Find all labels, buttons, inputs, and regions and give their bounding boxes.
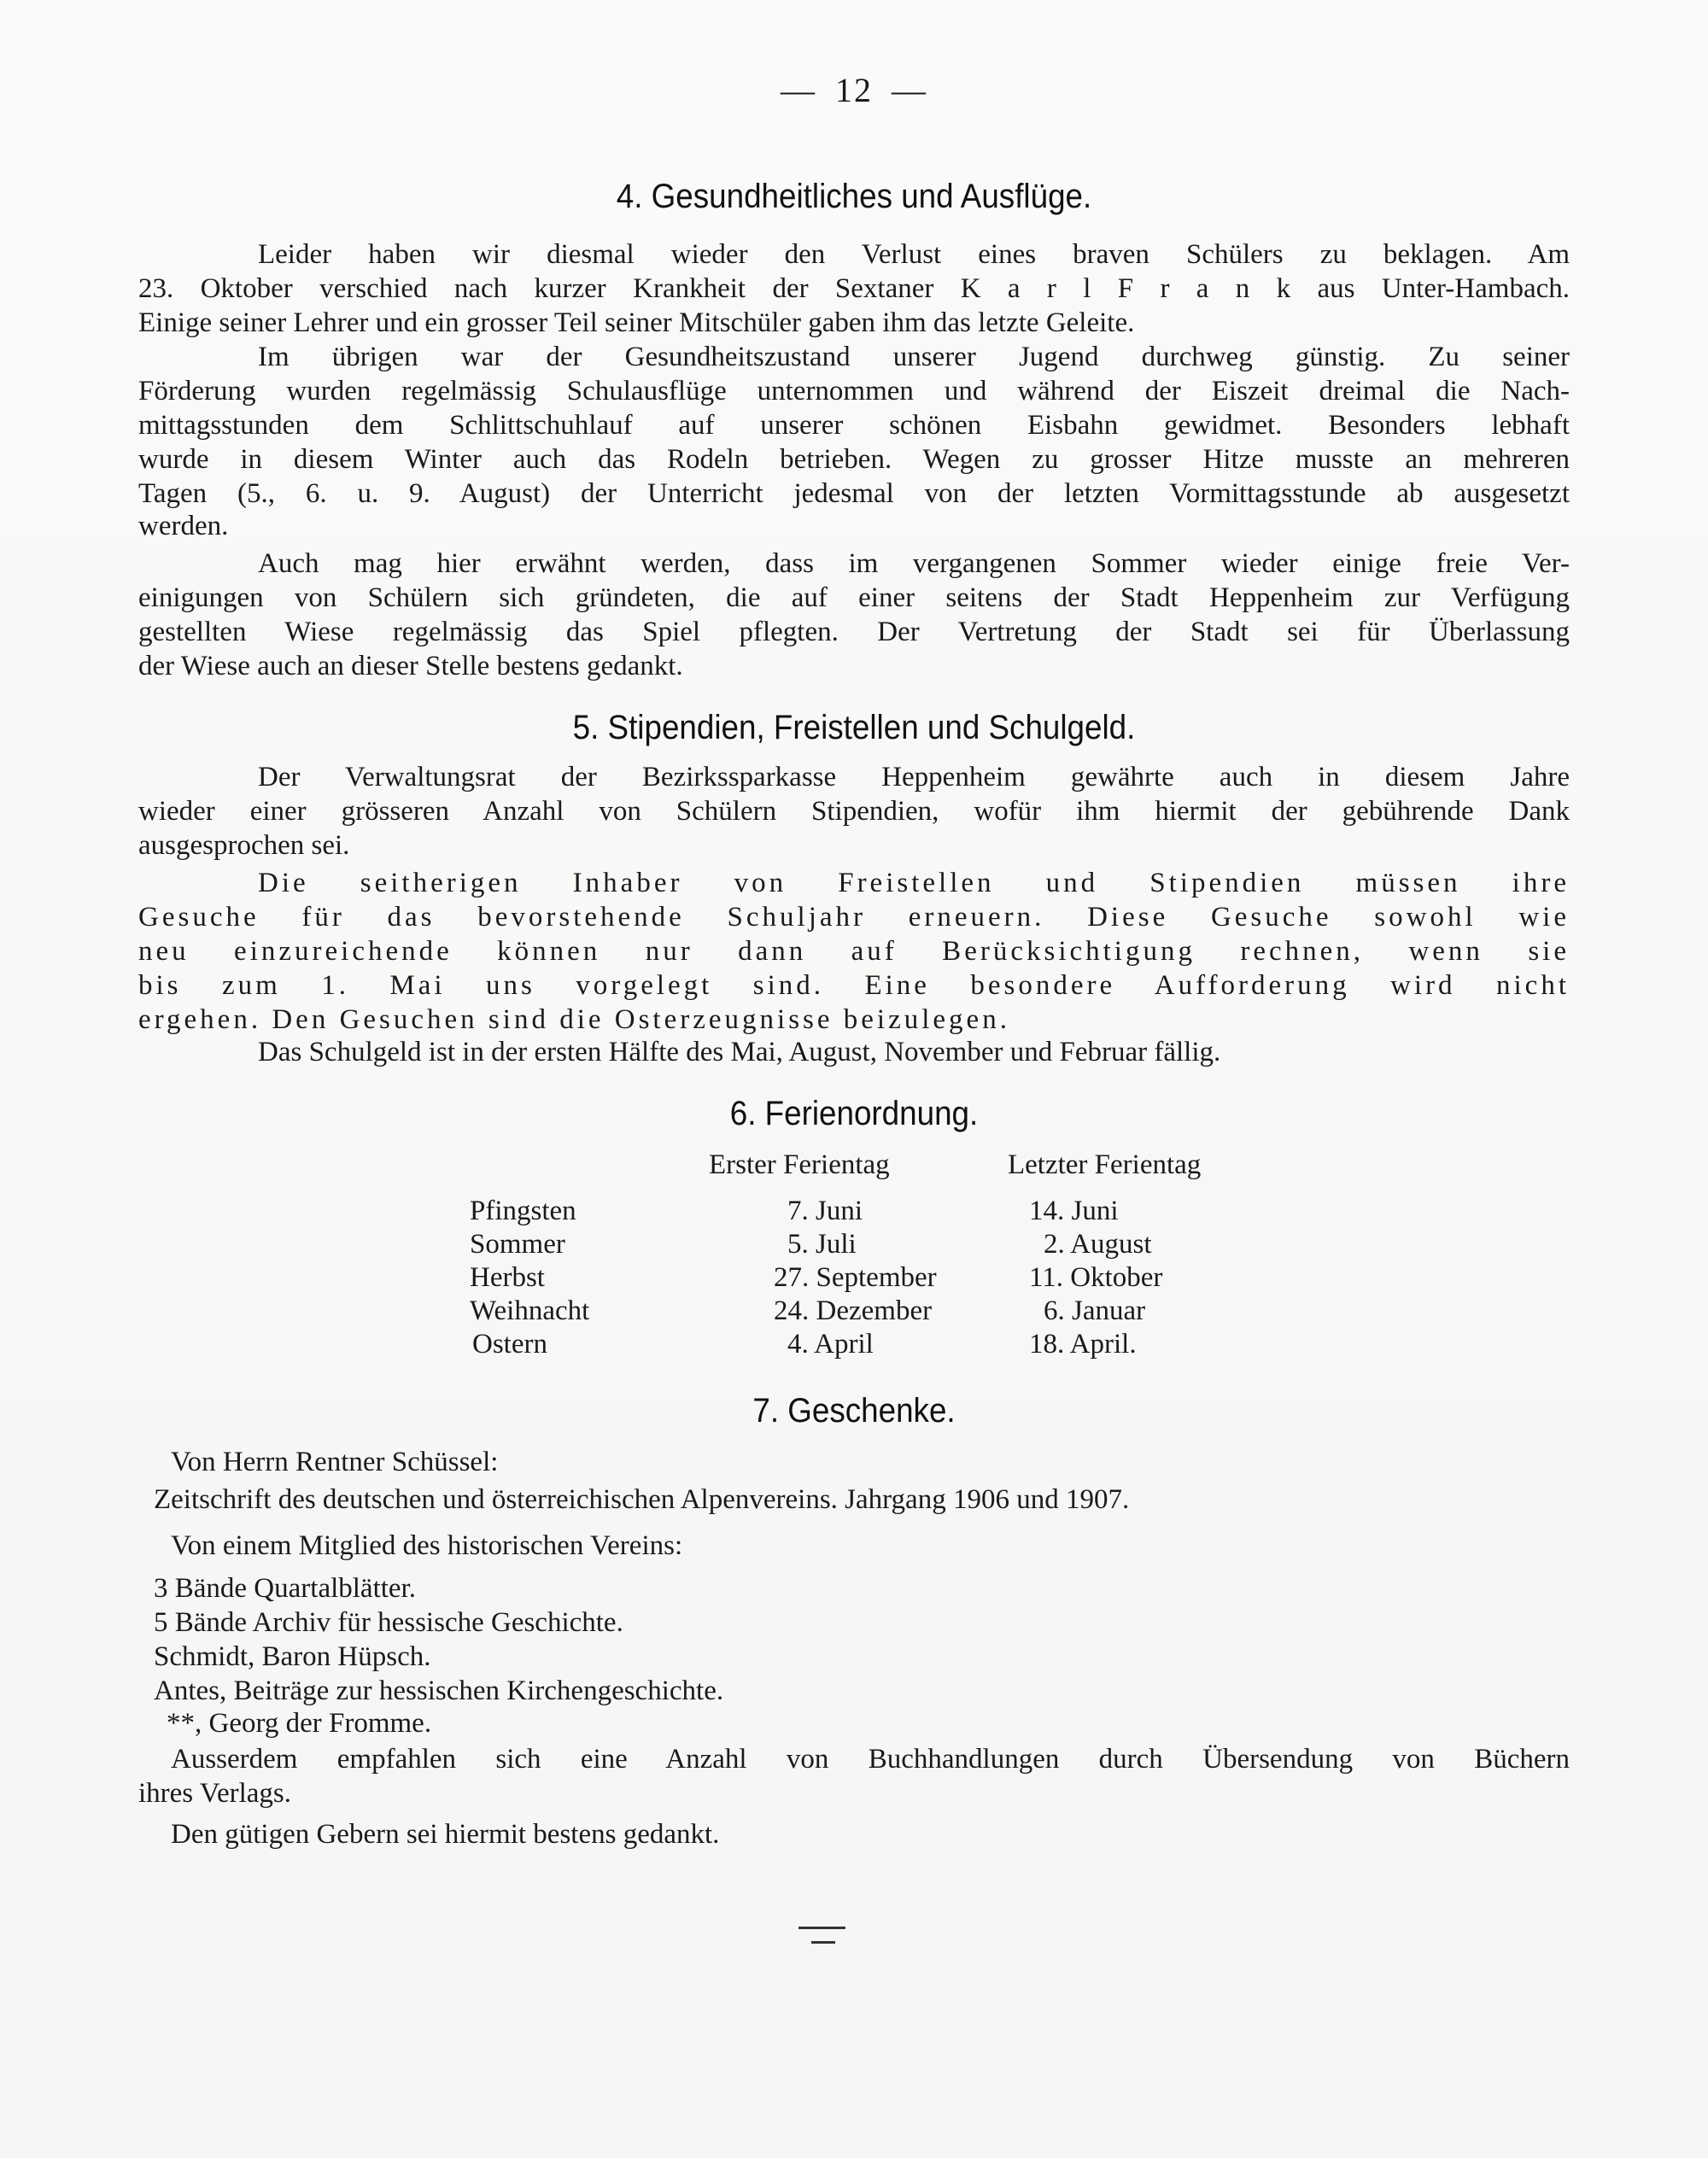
table-cell-end: 2. August (1044, 1229, 1152, 1260)
section-7-line: 5 Bände Archiv für hessische Geschichte. (154, 1607, 623, 1638)
section-5-line: ergehen. Den Gesuchen sind die Osterzeugnisse beizulegen. (138, 1004, 1010, 1035)
page-number-dash-right: — (892, 71, 927, 109)
table-cell-holiday: Sommer (470, 1229, 565, 1260)
table-cell-holiday: Herbst (470, 1262, 545, 1293)
table-cell-holiday: Ostern (472, 1329, 547, 1360)
section-7-line: Den gütigen Gebern sei hiermit bestens gedankt. (171, 1819, 720, 1850)
section-7-line: Von einem Mitglied des historischen Vereins: (171, 1530, 683, 1561)
section-7-line: Von Herrn Rentner Schüssel: (171, 1447, 499, 1477)
section-7-line: 3 Bände Quartalblätter. (154, 1573, 416, 1604)
section-5-line: wieder einer grösseren Anzahl von Schülern Stipendien, wofür ihm hiermit der gebührende Dank (138, 796, 1570, 827)
closing-rule-bottom (811, 1941, 835, 1944)
section-4-line: Förderung wurden regelmässig Schulausflüge unternommen und während der Eiszeit dreimal die Nach- (138, 376, 1570, 406)
section-7-line: ihres Verlags. (138, 1778, 292, 1809)
table-cell-start: 24. Dezember (774, 1295, 933, 1326)
table-cell-end: 11. Oktober (1029, 1262, 1163, 1293)
table-cell-end: 6. Januar (1044, 1295, 1146, 1326)
table-header-erster: Erster Ferientag (709, 1149, 890, 1180)
table-cell-start: 27. September (774, 1262, 937, 1293)
section-5-line: bis zum 1. Mai uns vorgelegt sind. Eine besondere Aufforderung wird nicht (138, 970, 1570, 1001)
section-4-line: Einige seiner Lehrer und ein grosser Teil seiner Mitschüler gaben ihm das letzte Geleite. (138, 307, 1135, 338)
table-cell-holiday: Weihnacht (470, 1295, 590, 1326)
section-7-heading: 7. Geschenke. (752, 1392, 956, 1430)
section-4-line: Leider haben wir diesmal wieder den Verlust eines braven Schülers zu beklagen. Am (258, 239, 1570, 270)
section-4-line: Tagen (5., 6. u. 9. August) der Unterricht jedesmal von der letzten Vormittagsstunde ab ausgesetzt (138, 478, 1570, 509)
closing-rule-top (798, 1927, 845, 1929)
section-4-line: einigungen von Schülern sich gründeten, die auf einer seitens der Stadt Heppenheim zur Verfügung (138, 582, 1570, 613)
page-number (0, 70, 1708, 110)
table-cell-holiday: Pfingsten (470, 1196, 576, 1226)
page-number-value: 12 (835, 71, 873, 109)
section-5-line: neu einzureichende können nur dann auf Berücksichtigung rechnen, wenn sie (138, 936, 1570, 967)
section-5-line: Das Schulgeld ist in der ersten Hälfte des Mai, August, November und Februar fällig. (258, 1037, 1221, 1067)
section-4-line: mittagsstunden dem Schlittschuhlauf auf unserer schönen Eisbahn gewidmet. Besonders lebhaft (138, 410, 1570, 441)
section-4-line: Im übrigen war der Gesundheitszustand unserer Jugend durchweg günstig. Zu seiner (258, 342, 1570, 372)
section-4-line: gestellten Wiese regelmässig das Spiel pflegten. Der Vertretung der Stadt sei für Überlassung (138, 617, 1570, 647)
section-4-line: wurde in diesem Winter auch das Rodeln betrieben. Wegen zu grosser Hitze musste an mehreren (138, 444, 1570, 475)
section-4-line: der Wiese auch an dieser Stelle bestens gedankt. (138, 651, 683, 681)
table-cell-start: 5. Juli (787, 1229, 857, 1260)
table-header-letzter: Letzter Ferientag (1008, 1149, 1202, 1180)
page-number-dash-left: — (781, 71, 816, 109)
section-5-line: Gesuche für das bevorstehende Schuljahr erneuern. Diese Gesuche sowohl wie (138, 902, 1570, 933)
section-7-line: Antes, Beiträge zur hessischen Kirchengeschichte. (154, 1676, 724, 1706)
section-5-line: Der Verwaltungsrat der Bezirkssparkasse Heppenheim gewährte auch in diesem Jahre (258, 762, 1570, 792)
section-4-heading: 4. Gesundheitliches und Ausflüge. (616, 178, 1092, 215)
section-7-line: **, Georg der Fromme. (167, 1708, 432, 1739)
table-cell-end: 14. Juni (1029, 1196, 1119, 1226)
section-7-line: Schmidt, Baron Hüpsch. (154, 1641, 431, 1672)
section-5-line: Die seitherigen Inhaber von Freistellen und Stipendien müssen ihre (258, 868, 1570, 898)
section-5-heading: 5. Stipendien, Freistellen und Schulgeld. (572, 709, 1136, 746)
table-cell-start: 7. Juni (787, 1196, 863, 1226)
section-4-line: werden. (138, 511, 229, 541)
section-6-heading: 6. Ferienordnung. (729, 1095, 979, 1132)
section-5-line: ausgesprochen sei. (138, 830, 350, 861)
table-cell-start: 4. April (787, 1329, 874, 1360)
table-cell-end: 18. April. (1029, 1329, 1137, 1360)
section-7-line: Zeitschrift des deutschen und österreichischen Alpenvereins. Jahrgang 1906 und 1907. (154, 1484, 1130, 1515)
section-4-line: 23. Oktober verschied nach kurzer Krankheit der Sextaner K a r l F r a n k aus Unter-Hambach. (138, 273, 1570, 304)
section-4-line: Auch mag hier erwähnt werden, dass im vergangenen Sommer wieder einige freie Ver- (258, 548, 1570, 579)
section-7-line: Ausserdem empfahlen sich eine Anzahl von Buchhandlungen durch Übersendung von Büchern (171, 1744, 1570, 1775)
